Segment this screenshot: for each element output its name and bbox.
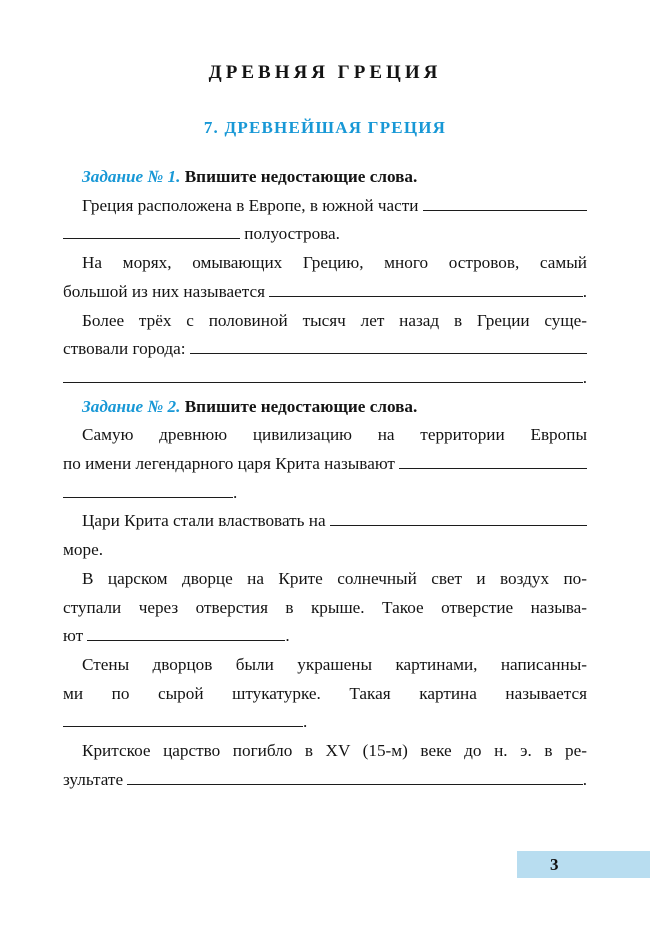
text-line: [63, 622, 587, 651]
section-heading: 7. ДРЕВНЕЙШАЯ ГРЕЦИЯ: [203, 118, 447, 137]
text-run: по имени легендарного царя Крита называют: [63, 454, 400, 474]
body-text: [0, 163, 650, 794]
fill-in-blank-line: [63, 226, 240, 239]
text-line: [63, 192, 587, 221]
fill-in-blank-line: [63, 485, 233, 498]
text-line: [63, 163, 587, 192]
text-run: .: [582, 367, 587, 387]
text-run: .: [303, 712, 308, 732]
text-line: [63, 450, 587, 479]
text-line: [63, 278, 587, 307]
text-run: ют: [63, 626, 88, 646]
fill-in-blank-line: [399, 456, 587, 469]
text-run: Самую древнюю цивилизацию на территории Европы: [82, 425, 587, 445]
text-line: [63, 565, 587, 594]
text-line: [63, 220, 587, 249]
fill-in-blank-line: [330, 513, 587, 526]
text-line: [63, 708, 587, 737]
text-line: [63, 249, 587, 278]
text-line: [63, 364, 587, 393]
fill-in-blank-line: [127, 772, 582, 785]
text-run: ствовали города:: [63, 339, 190, 359]
text-line: [63, 536, 587, 565]
text-run: Впишите недостающие слова.: [180, 167, 418, 186]
fill-in-blank-line: [87, 628, 285, 641]
text-line: [63, 307, 587, 336]
text-line: [63, 393, 587, 422]
page-title: ДРЕВНЯЯ ГРЕЦИЯ: [208, 62, 442, 83]
task-label: Задание № 1.: [82, 167, 181, 186]
fill-in-blank-line: [63, 714, 303, 727]
fill-in-blank-line: [63, 370, 583, 383]
text-run: зультате: [63, 769, 128, 789]
text-line: [63, 479, 587, 508]
text-run: Греция расположена в Европе, в южной части: [82, 195, 423, 215]
fill-in-blank-line: [190, 341, 587, 354]
text-run: ми по сырой штукатурке. Такая картина называется: [63, 683, 587, 703]
task-label: Задание № 2.: [82, 396, 181, 416]
text-run: .: [582, 281, 587, 301]
text-run: Стены дворцов были украшены картинами, написанны-: [82, 654, 587, 674]
text-run: Впишите недостающие слова.: [180, 396, 418, 416]
text-run: Более трёх с половиной тысяч лет назад в Греции суще-: [82, 310, 587, 330]
text-run: ступали через отверстия в крыше. Такое отверстие называ-: [63, 597, 587, 617]
text-run: полуострова.: [240, 224, 340, 244]
text-run: .: [233, 482, 238, 502]
text-run: .: [582, 769, 587, 789]
text-line: [63, 766, 587, 795]
text-line: [63, 737, 587, 766]
text-run: .: [285, 626, 290, 646]
text-line: [63, 651, 587, 680]
text-run: В царском дворце на Крите солнечный свет и воздух по-: [82, 568, 587, 588]
text-run: море.: [63, 540, 103, 560]
text-line: [63, 680, 587, 709]
text-run: большой из них называется: [63, 281, 270, 301]
fill-in-blank-line: [423, 198, 587, 211]
fill-in-blank-line: [269, 284, 582, 297]
text-line: [63, 421, 587, 450]
text-run: Цари Крита стали властвовать на: [82, 511, 330, 531]
text-line: [63, 335, 587, 364]
text-line: [63, 507, 587, 536]
text-line: [63, 594, 587, 623]
text-run: На морях, омывающих Грецию, много островов, самый: [82, 253, 587, 273]
text-run: Критское царство погибло в XV (15-м) веке до н. э. в ре-: [82, 741, 587, 761]
page-number: 3: [550, 855, 559, 874]
